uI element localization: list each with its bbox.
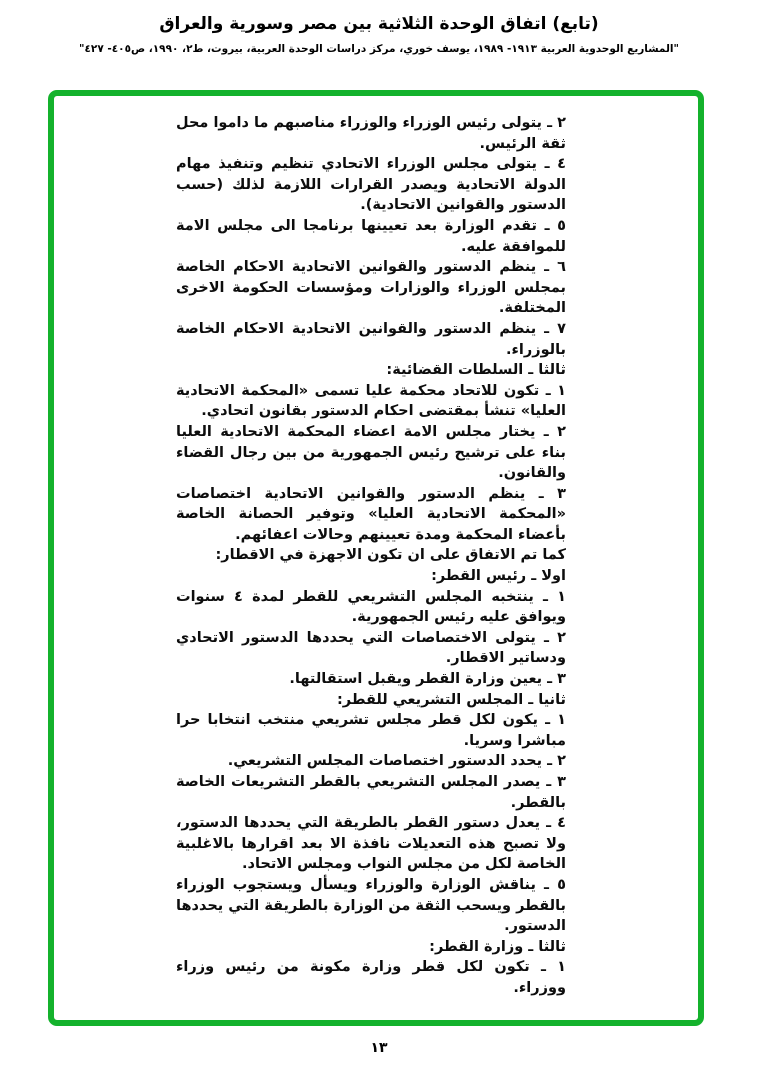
- section-heading: ثانيا ـ المجلس التشريعي للقطر:: [337, 691, 566, 708]
- document-body: [176, 113, 566, 999]
- page-title: (تابع) اتفاق الوحدة الثلاثية بين مصر وسورية والعراق: [159, 14, 599, 34]
- page-number: ١٣: [370, 1040, 388, 1056]
- paragraph: ١ ـ ينتخبه المجلس التشريعي للقطر لمدة ٤ سنوات ويوافق عليه رئيس الجمهورية.: [176, 588, 566, 626]
- paragraph: ٣ ـ ينظم الدستور والقوانين الاتحادية اختصاصات «المحكمة الاتحادية العليا» وتوفير الحصانة الخاصة بأعضاء المحكمة ومدة تعيينهم وحالات اعفائهم.: [176, 485, 566, 543]
- section-heading: ثالثا ـ السلطات القضائية:: [386, 362, 566, 379]
- paragraph: ٦ ـ ينظم الدستور والقوانين الاتحادية الاحكام الخاصة بمجلس الوزراء والوزارات ومؤسسات الحكومة الاخرى المختلفة.: [176, 259, 566, 317]
- paragraph: ٢ ـ يختار مجلس الامة اعضاء المحكمة الاتحادية العليا بناء على ترشيح رئيس الجمهورية من بين رجال القضاء والقانون.: [176, 423, 566, 482]
- source-citation: "المشاريع الوحدوية العربية ١٩١٣- ١٩٨٩، يوسف خوري، مركز دراسات الوحدة العربية، بيروت، ط٢، ١٩٩٠، ص٤٠٥- ٤٢٧": [79, 43, 679, 55]
- paragraph: ٤ ـ يعدل دستور القطر بالطريقة التي يحددها الدستور، ولا تصبح هذه التعديلات نافذة الا بعد اقرارها بالاغلبية الخاصة لكل من مجلس النواب ومجلس الاتحاد.: [176, 815, 566, 873]
- paragraph: ١ ـ تكون لكل قطر وزارة مكونة من رئيس وزراء ووزراء.: [176, 959, 566, 996]
- paragraph: ٥ ـ يناقش الوزارة والوزراء ويسأل ويستجوب الوزراء بالقطر ويسحب الثقة من الوزارة بالطريقة التي يحددها الدستور.: [176, 876, 566, 935]
- paragraph: ٥ ـ تقدم الوزارة بعد تعيينها برنامجا الى مجلس الامة للموافقة عليه.: [176, 217, 566, 255]
- paragraph: ٤ ـ يتولى مجلس الوزراء الاتحادي تنظيم وتنفيذ مهام الدولة الاتحادية ويصدر القرارات اللازمة لذلك (حسب الدستور والقوانين الاتحادية).: [176, 156, 566, 214]
- paragraph: ٣ ـ يعين وزارة القطر ويقبل استقالتها.: [289, 671, 566, 688]
- paragraph: ٢ ـ يحدد الدستور اختصاصات المجلس التشريعي.: [227, 753, 566, 770]
- paragraph: ٢ ـ يتولى الاختصاصات التي يحددها الدستور الاتحادي ودساتير الاقطار.: [176, 629, 566, 667]
- paragraph: ٣ ـ يصدر المجلس التشريعي بالقطر التشريعات الخاصة بالقطر.: [176, 774, 566, 811]
- paragraph: ١ ـ تكون للاتحاد محكمة عليا تسمى «المحكمة الاتحادية العليا» تنشأ بمقتضى احكام الدستور بقانون اتحادي.: [176, 382, 566, 420]
- paragraph: كما تم الاتفاق على ان تكون الاجهزة في الاقطار:: [215, 547, 566, 564]
- section-heading: ثالثا ـ وزارة القطر:: [429, 938, 566, 955]
- page-header: [0, 14, 758, 55]
- paragraph: ١ ـ يكون لكل قطر مجلس تشريعي منتخب انتخابا حرا مباشرا وسريا.: [176, 712, 566, 749]
- section-heading: اولا ـ رئيس القطر:: [431, 568, 566, 585]
- paragraph: ٧ ـ ينظم الدستور والقوانين الاتحادية الاحكام الخاصة بالوزراء.: [176, 320, 566, 358]
- paragraph: ٢ ـ يتولى رئيس الوزراء والوزراء مناصبهم ما داموا محل ثقة الرئيس.: [176, 115, 566, 152]
